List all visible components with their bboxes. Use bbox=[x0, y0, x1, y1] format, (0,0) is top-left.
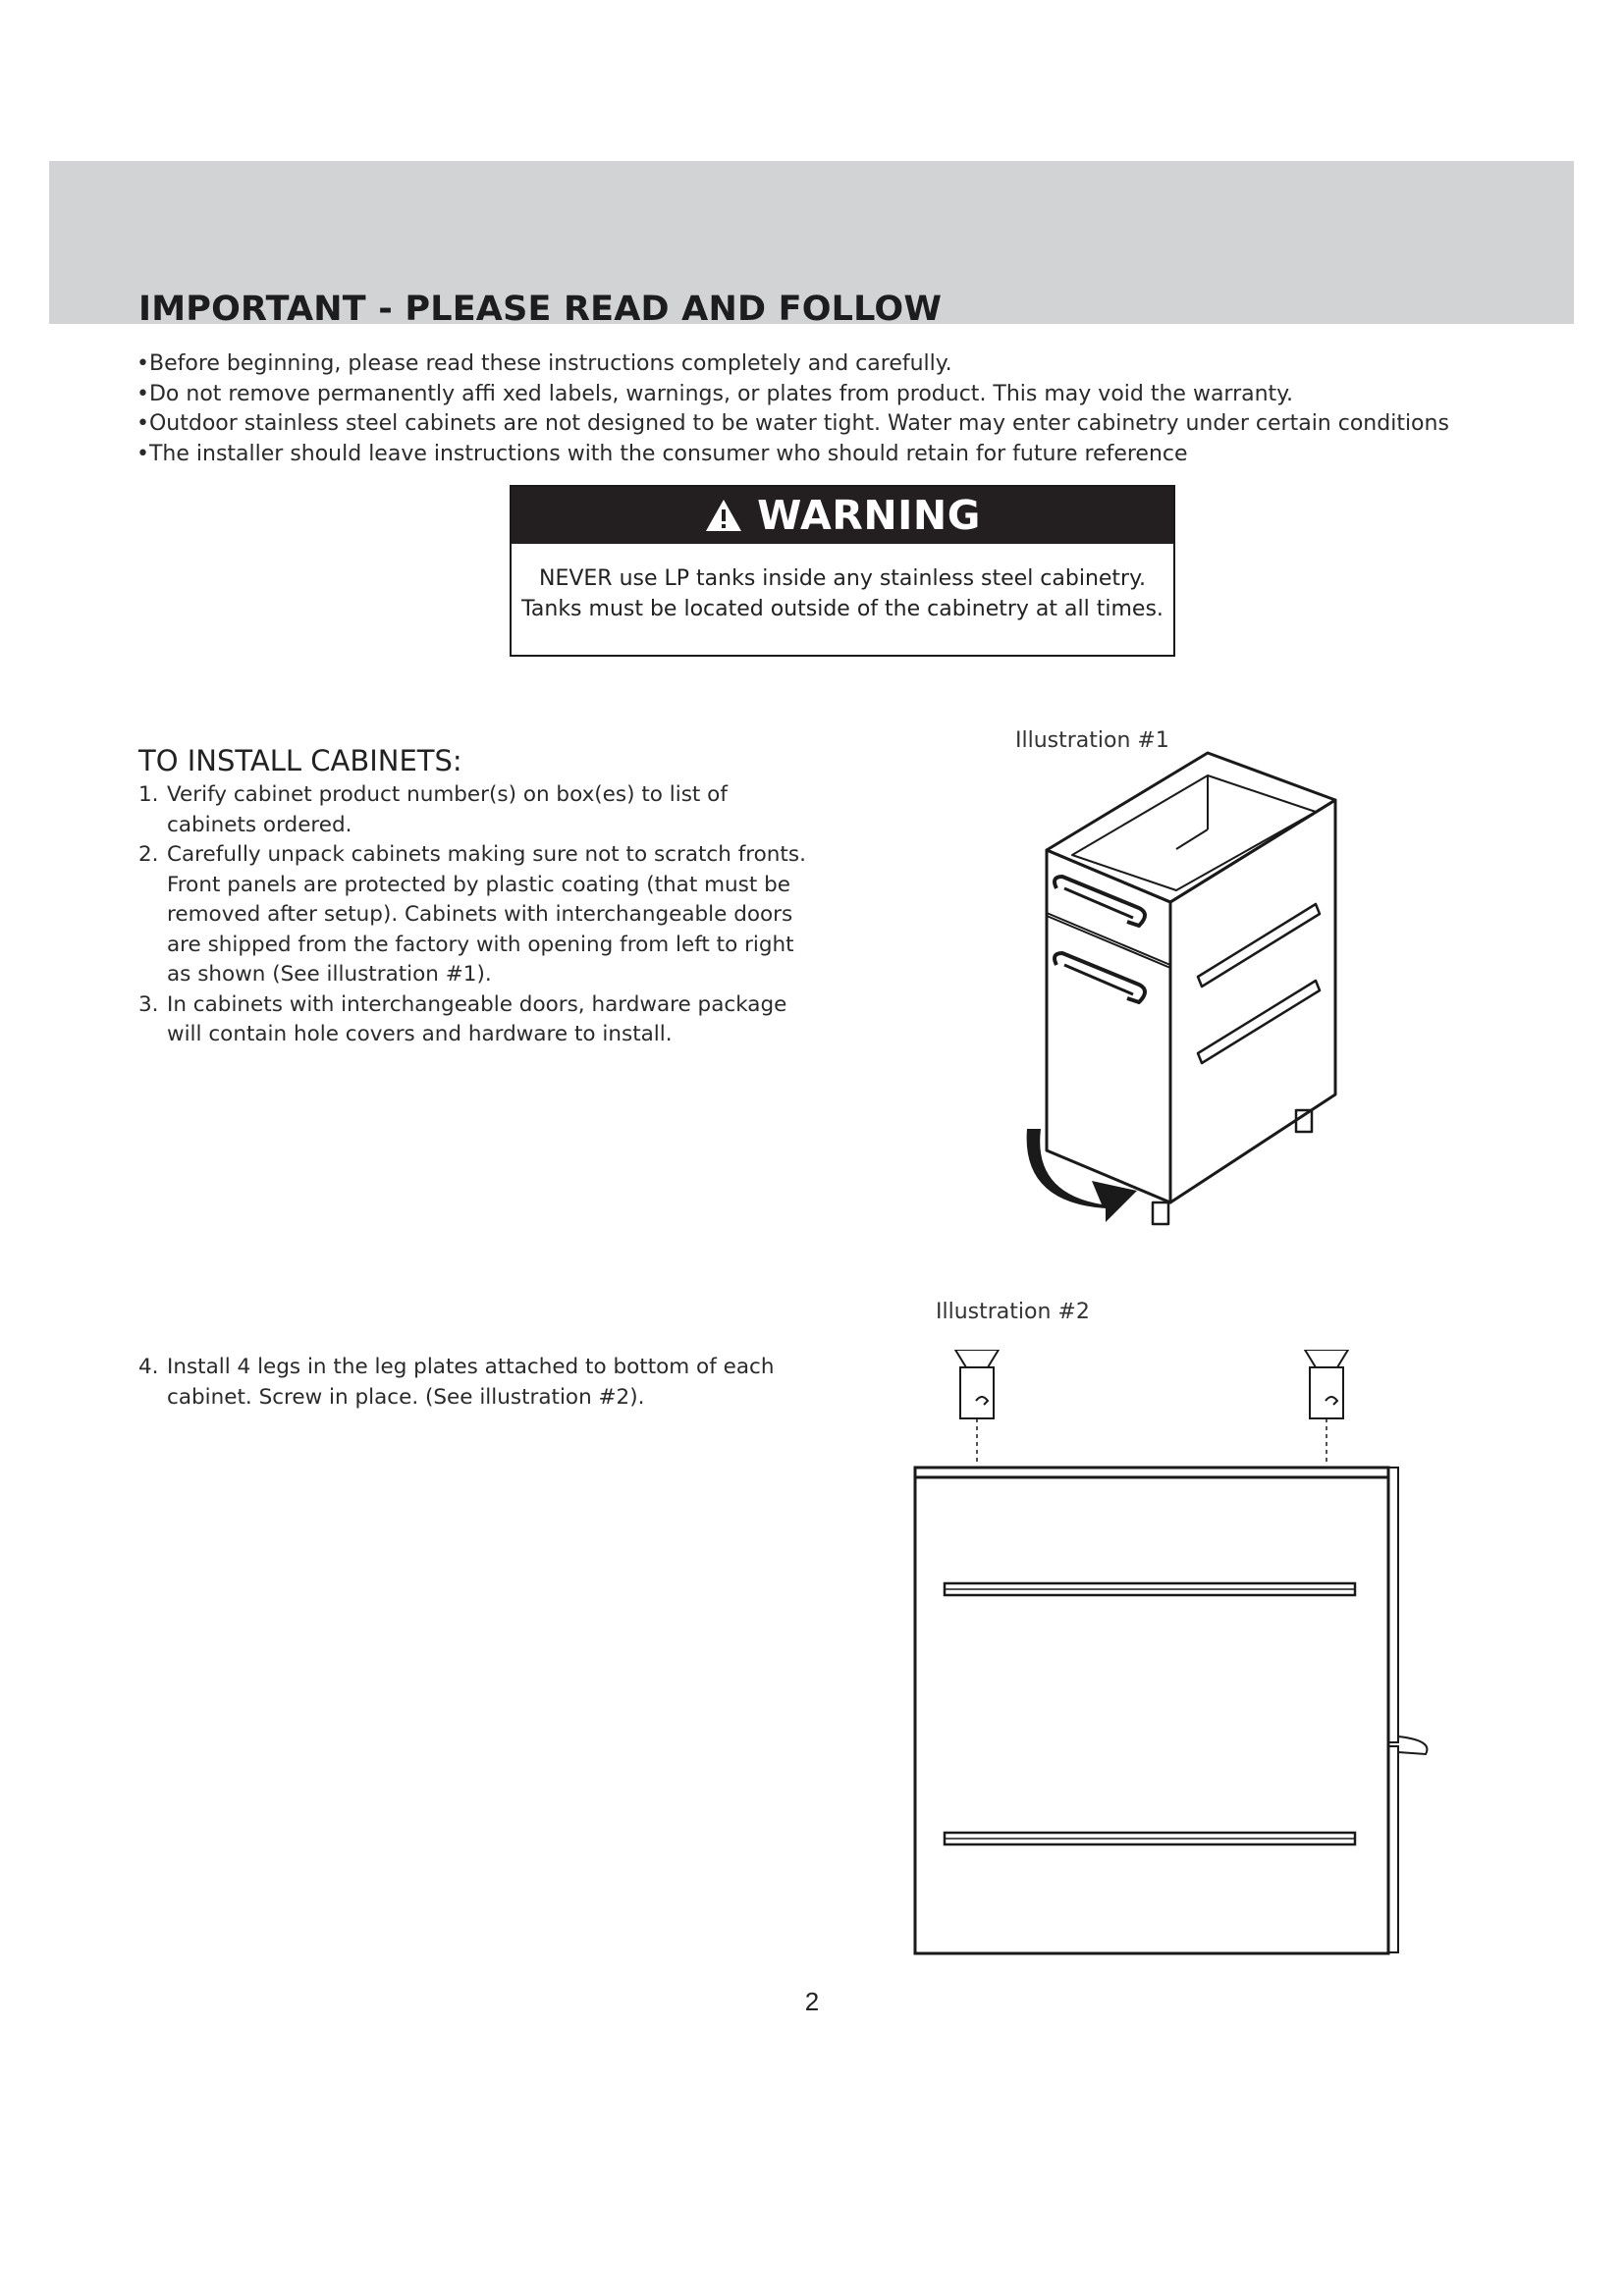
warning-line: Tanks must be located outside of the cabinetry at all times. bbox=[521, 597, 1164, 621]
install-steps-continued bbox=[138, 1353, 774, 1413]
step-number: 3. bbox=[138, 991, 159, 1017]
illustration-1-label: Illustration #1 bbox=[1015, 728, 1169, 753]
step-line: In cabinets with interchangeable doors, hardware package bbox=[167, 991, 787, 1017]
step-line: removed after setup). Cabinets with interchangeable doors bbox=[167, 902, 793, 927]
step-line: cabinets ordered. bbox=[167, 812, 352, 837]
install-steps bbox=[138, 780, 806, 1050]
warning-text bbox=[512, 544, 1173, 624]
bullet-item: • The installer should leave instructions with the consumer who should retain for future reference bbox=[136, 440, 1449, 470]
step-line: Carefully unpack cabinets making sure not to scratch fronts. bbox=[167, 842, 806, 867]
step-line: Verify cabinet product number(s) on box(es) to list of bbox=[167, 782, 728, 807]
install-step bbox=[138, 1353, 774, 1413]
warning-box bbox=[510, 485, 1175, 657]
illustration-2-label: Illustration #2 bbox=[936, 1300, 1090, 1324]
bullet-item: • Do not remove permanently affi xed labels, warnings, or plates from product. This may void the warranty. bbox=[136, 380, 1449, 410]
step-number: 1. bbox=[138, 782, 159, 807]
illustration-2-cabinet-legs bbox=[903, 1350, 1443, 1968]
install-step bbox=[138, 990, 806, 1050]
step-number: 4. bbox=[138, 1355, 159, 1379]
illustration-1-cabinet bbox=[1021, 741, 1345, 1252]
bullet-item: • Outdoor stainless steel cabinets are not designed to be water tight. Water may enter cabinetry under certain conditions bbox=[136, 409, 1449, 440]
step-line: as shown (See illustration #1). bbox=[167, 962, 492, 987]
step-number: 2. bbox=[138, 842, 159, 867]
page-number: 2 bbox=[804, 1987, 820, 2016]
step-line: will contain hole covers and hardware to install. bbox=[167, 1022, 673, 1046]
important-bullets bbox=[136, 349, 1449, 469]
install-heading: TO INSTALL CABINETS: bbox=[138, 744, 462, 777]
step-line: cabinet. Screw in place. (See illustration #2). bbox=[167, 1384, 645, 1410]
main-heading: IMPORTANT - PLEASE READ AND FOLLOW bbox=[138, 290, 943, 329]
step-line: Front panels are protected by plastic coating (that must be bbox=[167, 872, 791, 897]
warning-title: WARNING bbox=[757, 492, 981, 539]
warning-triangle-icon bbox=[704, 498, 743, 533]
bullet-item: • Before beginning, please read these instructions completely and carefully. bbox=[136, 349, 1449, 380]
install-step bbox=[138, 780, 806, 840]
warning-header bbox=[512, 487, 1173, 544]
install-step bbox=[138, 840, 806, 990]
step-line: Install 4 legs in the leg plates attached to bottom of each bbox=[167, 1355, 775, 1379]
warning-line: NEVER use LP tanks inside any stainless steel cabinetry. bbox=[539, 566, 1146, 591]
step-line: are shipped from the factory with opening from left to right bbox=[167, 932, 794, 957]
